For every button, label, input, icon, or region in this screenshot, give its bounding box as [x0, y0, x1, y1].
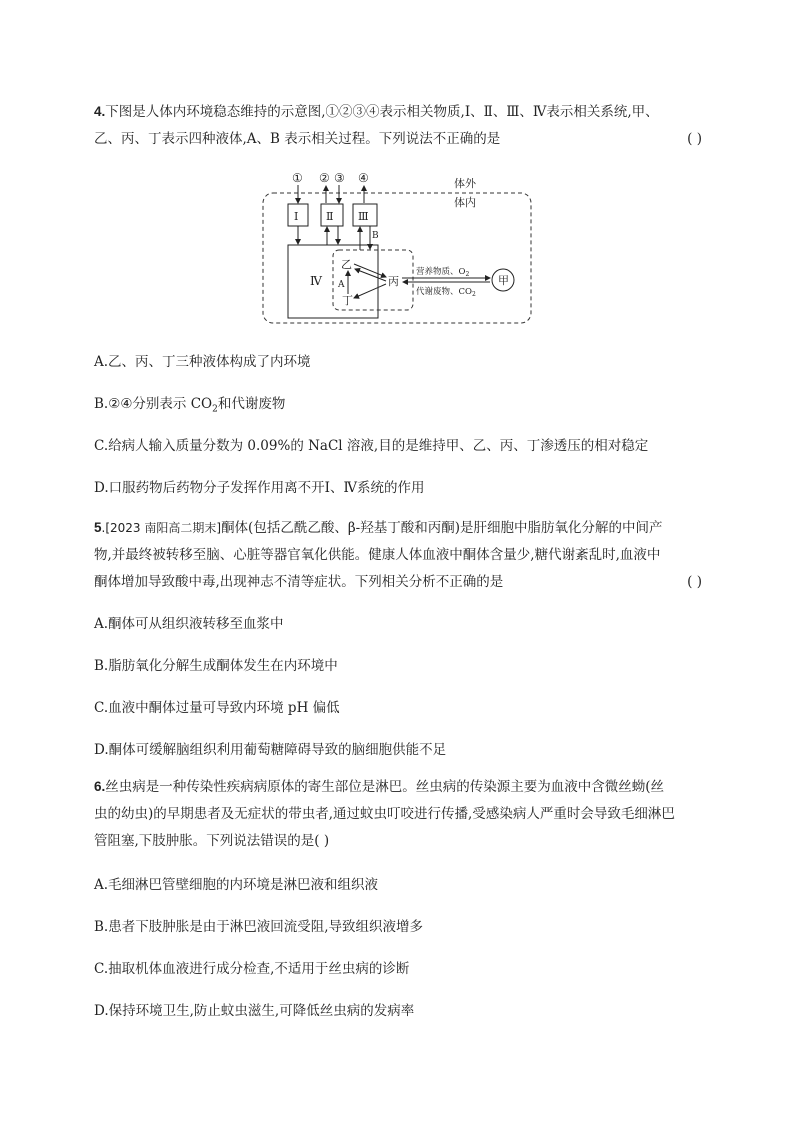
- question-5-stem: [94, 516, 702, 594]
- question-source: .[2023 南阳高二期末]: [101, 521, 222, 535]
- question-6-line-3: 管阻塞,下肢肿胀。下列说法错误的是( ): [94, 833, 330, 849]
- marker-1: ①: [292, 171, 303, 185]
- q5-option-c: C.血液中酮体过量可导致内环境 pH 偏低: [94, 700, 340, 716]
- fluid-yi: 乙: [341, 258, 352, 271]
- question-number: 4.: [94, 104, 106, 119]
- process-a-label: A: [338, 280, 345, 290]
- inside-label: 体内: [454, 196, 476, 209]
- q6-option-b: B.患者下肢肿胀是由于淋巴液回流受阻,导致组织液增多: [94, 919, 424, 935]
- process-b-label: B: [372, 231, 379, 241]
- q5-option-a: A.酮体可从组织液转移至血浆中: [94, 616, 284, 632]
- outside-label: 体外: [454, 177, 476, 190]
- q5-option-d: D.酮体可缓解脑组织利用葡萄糖障碍导致的脑细胞供能不足: [94, 742, 447, 758]
- question-6-stem: [94, 775, 702, 853]
- answer-paren: ( ): [687, 574, 702, 590]
- fluid-jia: 甲: [498, 274, 509, 287]
- q6-option-c: C.抽取机体血液进行成分检查,不适用于丝虫病的诊断: [94, 961, 410, 977]
- q4-option-d: D.口服药物后药物分子发挥作用离不开Ⅰ、Ⅳ系统的作用: [94, 480, 425, 496]
- answer-paren: ( ): [687, 131, 702, 147]
- fluid-ding: 丁: [342, 294, 353, 307]
- system-3-label: Ⅲ: [358, 210, 369, 223]
- question-4-line-2: 乙、丙、丁表示四种液体,A、B 表示相关过程。下列说法不正确的是 ( ): [94, 128, 702, 151]
- q4-option-b: B.②④分别表示 $CO_2$和代谢废物: [94, 396, 286, 415]
- question-number: 5: [94, 520, 102, 535]
- system-4-label: Ⅳ: [310, 274, 322, 288]
- q6-option-d: D.保持环境卫生,防止蚊虫滋生,可降低丝虫病的发病率: [94, 1003, 415, 1019]
- question-number: 6.: [94, 779, 106, 794]
- marker-2: ②: [319, 171, 330, 185]
- question-4-line-1: 4.下图是人体内环境稳态维持的示意图,①②③④表示相关物质,Ⅰ、Ⅱ、Ⅲ、Ⅳ表示相关系统,甲、: [94, 104, 659, 120]
- homeostasis-diagram: [258, 168, 538, 328]
- q4-option-c: C.给病人输入质量分数为 0.09%的 NaCl 溶液,目的是维持甲、乙、丙、丁渗透压的相对稳定: [94, 438, 649, 454]
- q4-option-a: A.乙、丙、丁三种液体构成了内环境: [94, 354, 311, 370]
- question-4-stem: [94, 100, 702, 151]
- question-5-line-2: 物,并最终被转移至脑、心脏等器官氧化供能。健康人体血液中酮体含量少,糖代谢紊乱时,血液中: [94, 547, 661, 563]
- system-2-label: Ⅱ: [326, 210, 334, 223]
- question-6-line-2: 虫的幼虫)的早期患者及无症状的带虫者,通过蚊虫叮咬进行传播,受感染病人严重时会导致毛细淋巴: [94, 806, 675, 822]
- waste-label: 代谢废物、$CO_2$: [416, 287, 476, 298]
- system-1-label: Ⅰ: [294, 210, 299, 223]
- nutrient-label: 营养物质、$O_2$: [416, 267, 470, 278]
- question-5-line-1: 5.[2023 南阳高二期末]酮体(包括乙酰乙酸、β-羟基丁酸和丙酮)是肝细胞中脂肪氧化分解的中间产: [94, 520, 663, 536]
- question-6-line-1: 6.丝虫病是一种传染性疾病病原体的寄生部位是淋巴。丝虫病的传染源主要为血液中含微丝蚴(丝: [94, 779, 665, 795]
- marker-3: ③: [334, 171, 345, 185]
- fluid-bing: 丙: [388, 275, 399, 288]
- question-5-line-3: 酮体增加导致酸中毒,出现神志不清等症状。下列相关分析不正确的是 ( ): [94, 571, 702, 594]
- q5-option-b: B.脂肪氧化分解生成酮体发生在内环境中: [94, 658, 338, 674]
- arrow-bing-to-ding: [354, 284, 386, 298]
- q6-option-a: A.毛细淋巴管壁细胞的内环境是淋巴液和组织液: [94, 877, 379, 893]
- marker-4: ④: [358, 171, 369, 185]
